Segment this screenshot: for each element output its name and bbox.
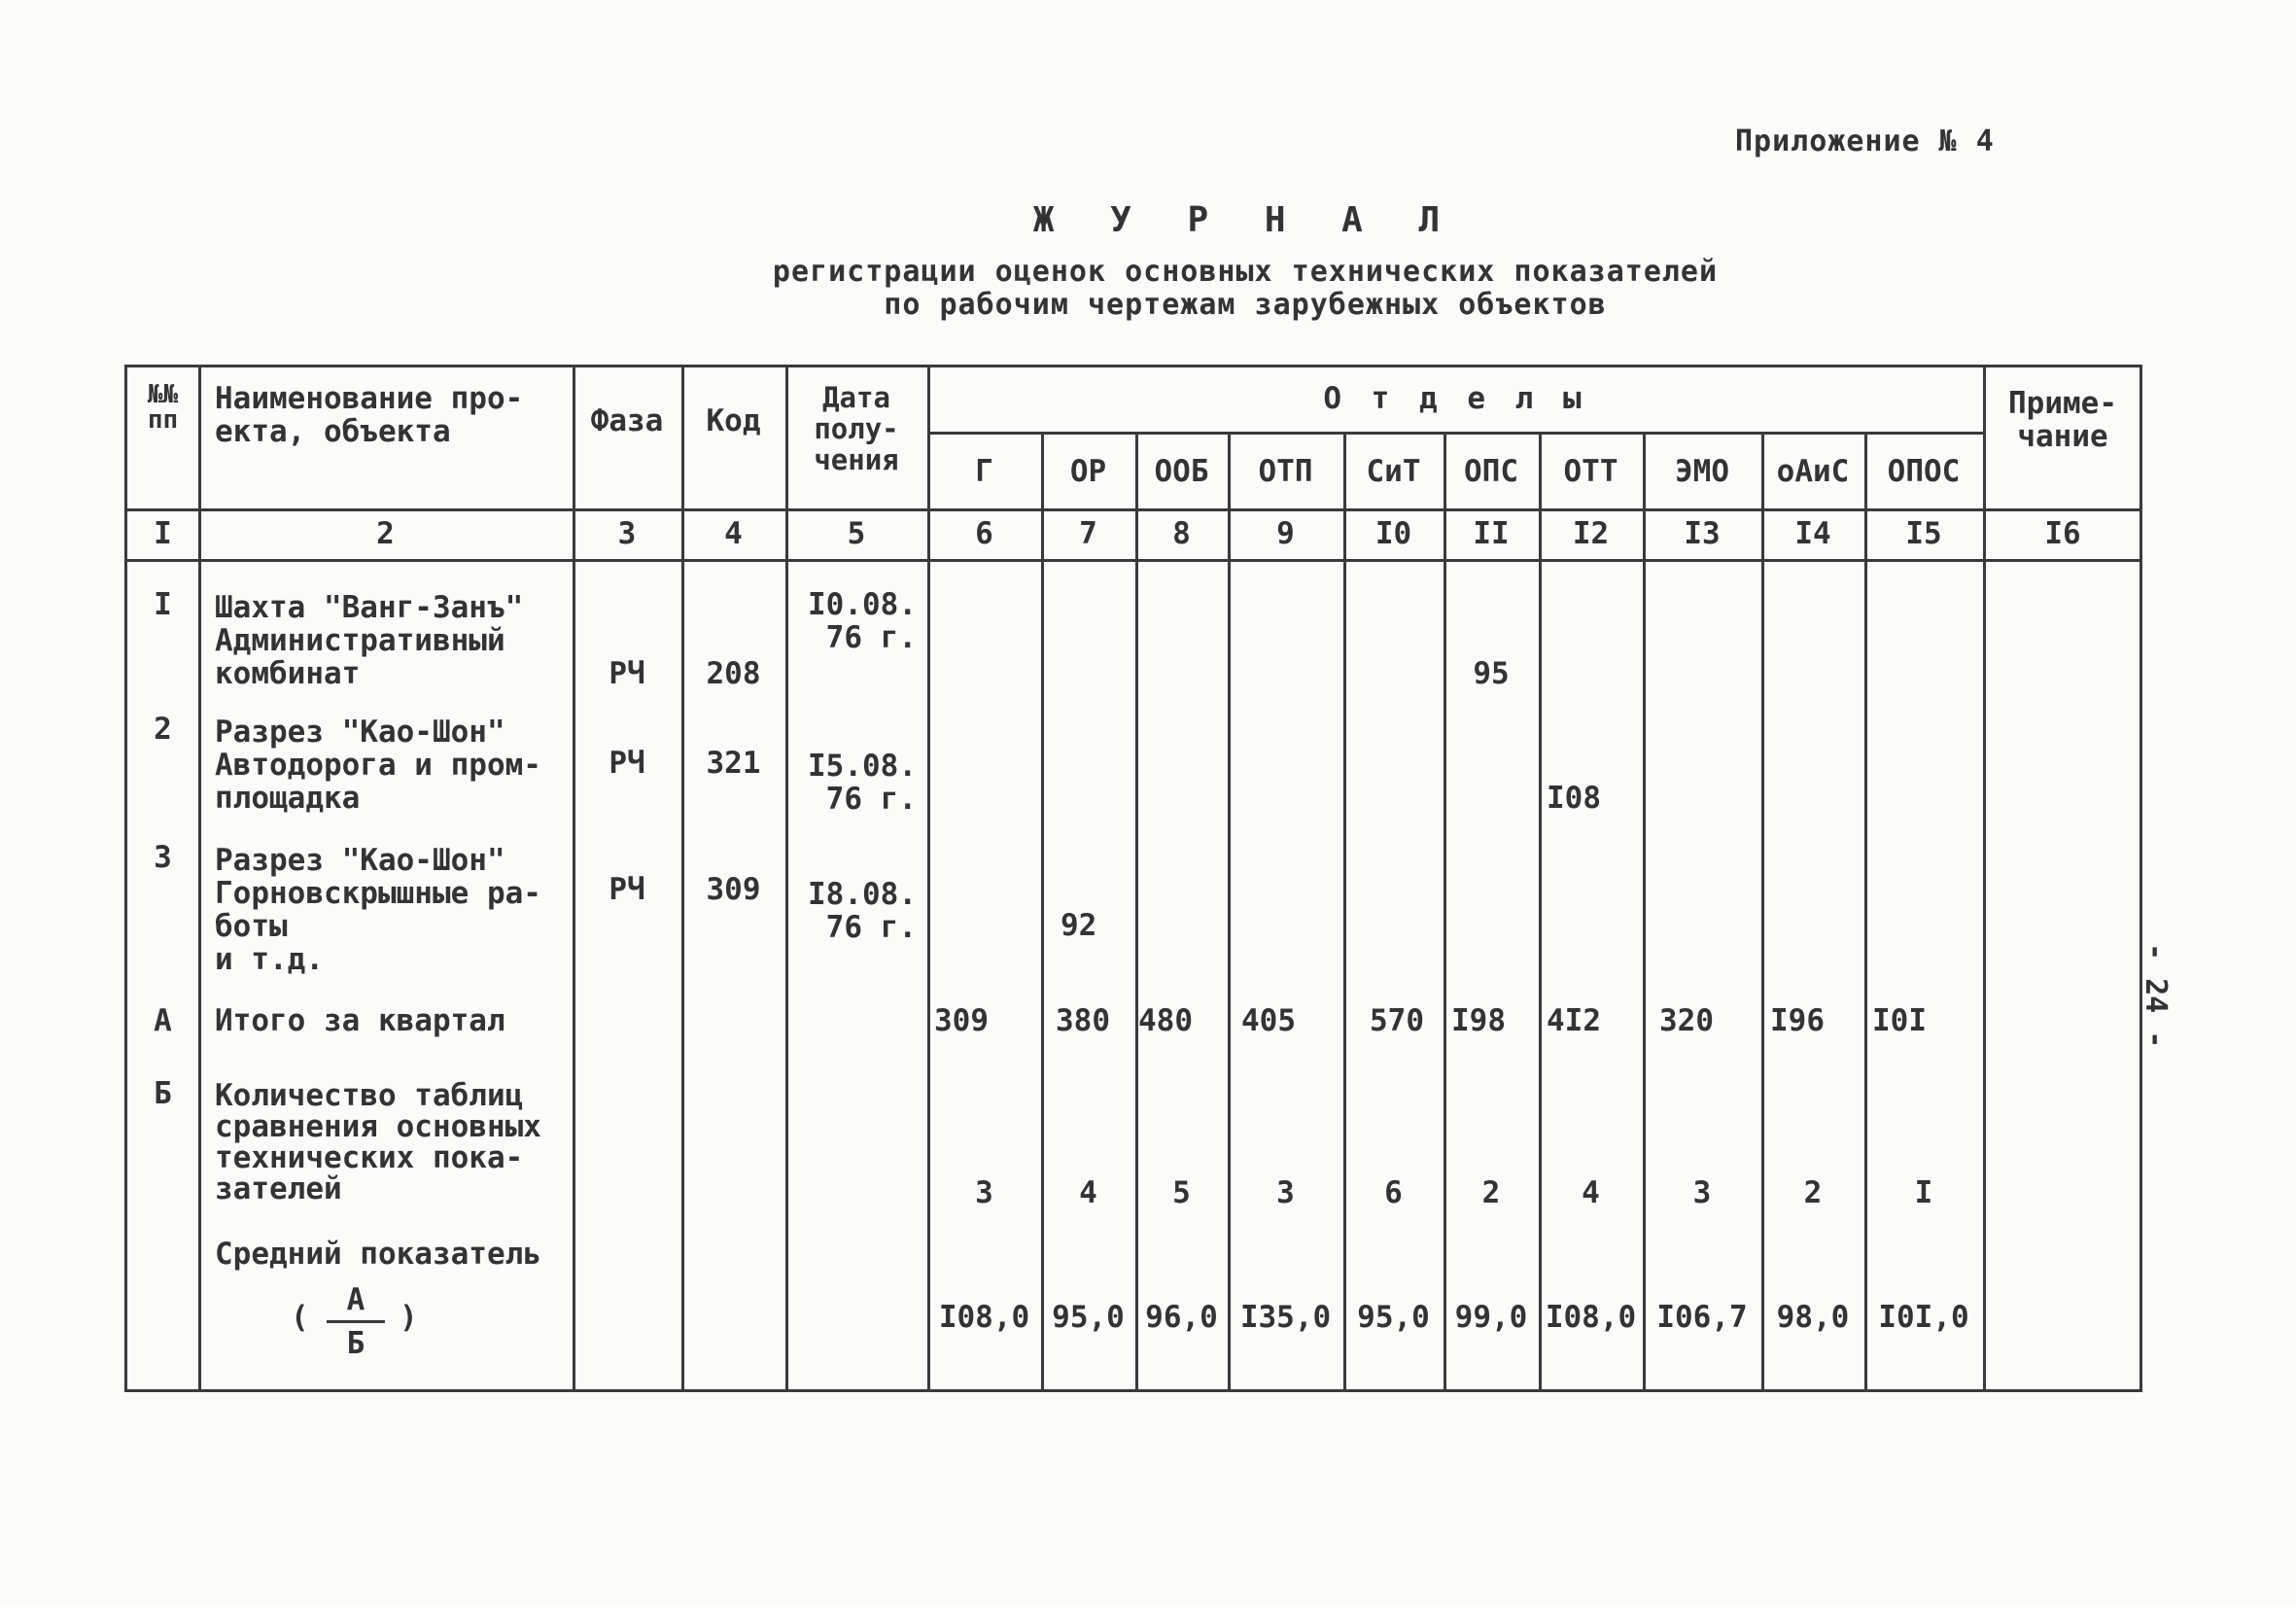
row1-code: 208 (706, 656, 761, 691)
col-number: 6 (975, 516, 993, 551)
fraction-bar (327, 1320, 385, 1323)
row3-value-or: 92 (1061, 908, 1097, 943)
grid-line (1761, 432, 1764, 1392)
count-value: 4 (1582, 1175, 1600, 1210)
row1-value-ops: 95 (1473, 656, 1510, 691)
row1-date: I0.08. 76 г. (808, 587, 917, 655)
col-number: I4 (1794, 516, 1831, 551)
row2-num: 2 (154, 712, 172, 747)
dept-oais: оАиС (1776, 454, 1850, 489)
grid-line (1228, 432, 1231, 1392)
count-name: Количество таблиц сравнения основных технических пока- зателей (215, 1078, 541, 1206)
dept-ott: ОТТ (1563, 454, 1618, 489)
average-value: 95,0 (1357, 1300, 1430, 1335)
total-value: 480 (1138, 1003, 1193, 1038)
count-value: 6 (1384, 1175, 1403, 1210)
grid-line (127, 508, 2142, 511)
count-value: 4 (1079, 1175, 1097, 1210)
average-value: I35,0 (1239, 1300, 1332, 1335)
dept-otp: ОТП (1258, 454, 1313, 489)
header-date: Дата полу- чения (814, 381, 899, 476)
col-number: 9 (1276, 516, 1295, 551)
count-value: 2 (1481, 1175, 1501, 1210)
total-label: А (154, 1003, 172, 1038)
average-value: 98,0 (1776, 1300, 1850, 1335)
average-value: 99,0 (1454, 1300, 1528, 1335)
col-number: 5 (847, 516, 866, 551)
total-value: 405 (1241, 1003, 1296, 1038)
average-frac-den: Б (346, 1326, 365, 1361)
average-rparen: ) (400, 1300, 418, 1335)
journal-table (124, 365, 2142, 1392)
total-value: 4I2 (1547, 1003, 1601, 1038)
row3-name: Разрез "Као-Шон" Горновскрышные ра- боты и т.д. (215, 843, 541, 977)
row1-name: Шахта "Ванг-Занъ" Административный комбинат (215, 590, 524, 691)
row1-num: I (154, 587, 172, 622)
col-number: 4 (724, 516, 743, 551)
average-name: Средний показатель (215, 1237, 541, 1272)
header-phase: Фаза (590, 403, 664, 438)
total-value: 570 (1370, 1003, 1424, 1038)
total-value: I96 (1770, 1003, 1825, 1038)
dept-oob: ООБ (1154, 454, 1209, 489)
count-label: Б (154, 1076, 172, 1111)
grid-line (1864, 432, 1867, 1392)
dept-or: ОР (1069, 454, 1107, 489)
page-number: - 24 - (2139, 943, 2173, 1049)
col-number: 2 (376, 516, 395, 551)
average-value: I08,0 (938, 1300, 1030, 1335)
row3-date: I8.08. 76 г. (808, 877, 917, 945)
dept-emo: ЭМО (1675, 454, 1729, 489)
header-name: Наименование про- екта, объекта (215, 381, 524, 449)
grid-line (127, 559, 2142, 562)
col-number: I5 (1905, 516, 1942, 551)
total-value: 380 (1056, 1003, 1110, 1038)
total-name: Итого за квартал (215, 1003, 505, 1038)
row3-phase: РЧ (609, 872, 645, 907)
total-value: I0I (1872, 1003, 1927, 1038)
col-number: I6 (2044, 516, 2081, 551)
count-value: 3 (1692, 1175, 1712, 1210)
dept-opos: ОПОС (1887, 454, 1961, 489)
journal-subtitle-line2: по рабочим чертежам зарубежных объектов (884, 288, 1607, 322)
header-note: Приме- чание (2008, 386, 2117, 454)
row2-code: 321 (706, 746, 761, 781)
grid-line (1041, 432, 1044, 1392)
row2-name: Разрез "Као-Шон" Автодорога и пром- площадка (215, 715, 541, 816)
row2-date: I5.08. 76 г. (808, 749, 917, 817)
dept-ops: ОПС (1464, 454, 1518, 489)
appendix-label: Приложение № 4 (1735, 124, 1995, 158)
row2-phase: РЧ (609, 746, 645, 781)
col-number: I3 (1684, 516, 1721, 551)
average-value: I08,0 (1545, 1300, 1637, 1335)
average-lparen: ( (291, 1300, 309, 1335)
average-frac-num: А (346, 1282, 365, 1317)
count-value: 2 (1803, 1175, 1823, 1210)
dept-g: Г (975, 454, 993, 489)
total-value: 320 (1659, 1003, 1714, 1038)
total-value: I98 (1451, 1003, 1506, 1038)
col-number: I0 (1374, 516, 1412, 551)
average-value: 96,0 (1145, 1300, 1218, 1335)
total-value: 309 (934, 1003, 989, 1038)
col-number: 7 (1079, 516, 1097, 551)
grid-line (1444, 432, 1446, 1392)
col-number: I (154, 516, 172, 551)
journal-subtitle-line1: регистрации оценок основных технических показателей (772, 255, 1719, 289)
journal-title: Ж У Р Н А Л (1032, 200, 1458, 240)
col-number: II (1473, 516, 1510, 551)
header-num: №№ пп (147, 380, 179, 435)
header-departments: О т д е л ы (1323, 381, 1587, 416)
col-number: I2 (1572, 516, 1610, 551)
row3-code: 309 (706, 872, 761, 907)
grid-line (1643, 432, 1646, 1392)
dept-sit: СиТ (1366, 454, 1421, 489)
row2-value-ott: I08 (1547, 781, 1601, 816)
average-value: I06,7 (1656, 1300, 1748, 1335)
col-number: 8 (1172, 516, 1191, 551)
average-value: 95,0 (1052, 1300, 1125, 1335)
header-code: Код (706, 403, 761, 438)
average-value: I0I,0 (1878, 1300, 1969, 1335)
count-value: 5 (1172, 1175, 1191, 1210)
grid-line (1135, 432, 1138, 1392)
count-value: 3 (975, 1175, 993, 1210)
count-value: I (1914, 1175, 1933, 1210)
row3-num: 3 (154, 840, 172, 875)
col-number: 3 (617, 516, 637, 551)
grid-line (927, 432, 1983, 435)
count-value: 3 (1276, 1175, 1295, 1210)
row1-phase: РЧ (609, 656, 645, 691)
grid-line (1343, 432, 1346, 1392)
grid-line (1539, 432, 1542, 1392)
